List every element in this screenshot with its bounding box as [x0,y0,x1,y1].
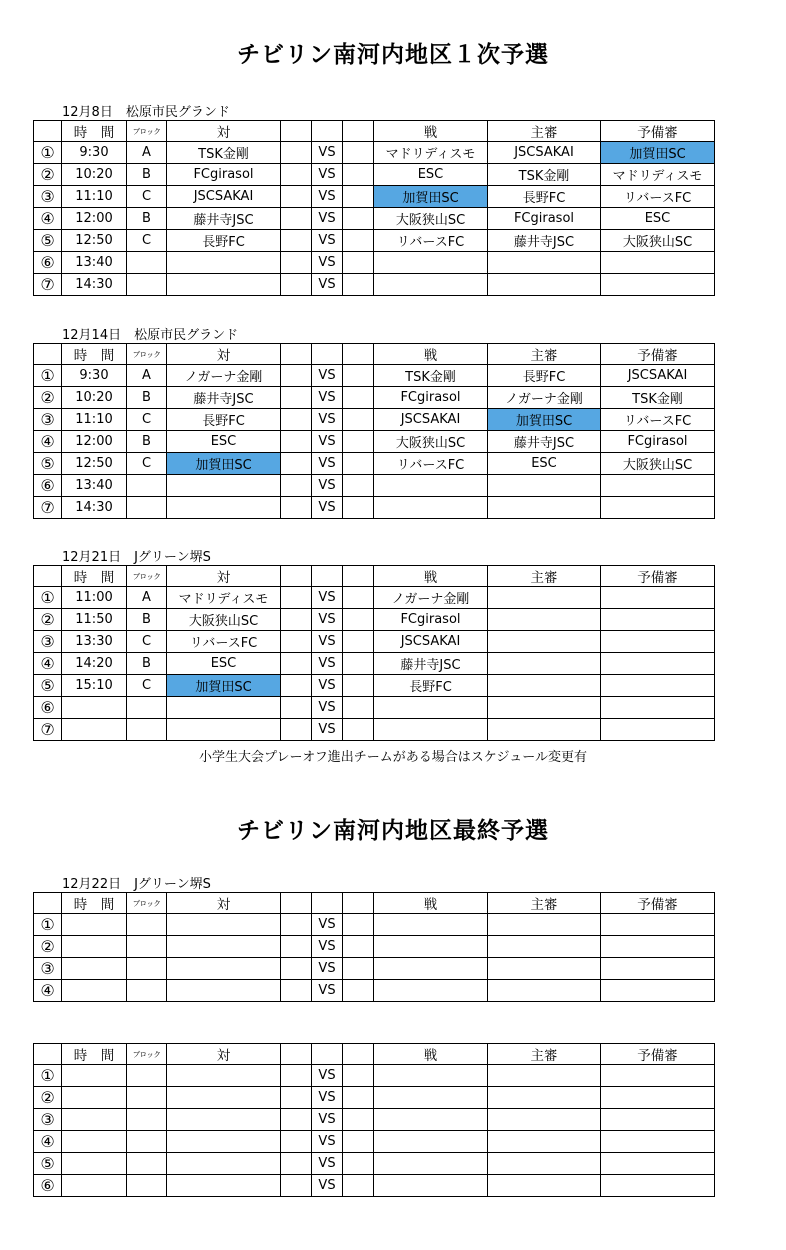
table-row [34,719,715,741]
home-team: FCgirasol [167,164,281,186]
table-row [34,631,715,653]
sub-referee: 大阪狭山SC [601,453,715,475]
sub-referee: FCgirasol [601,431,715,453]
match-time: 11:00 [62,587,127,609]
referee: ノガーナ金剛 [488,387,601,409]
header-sub-ref: 予備審 [601,344,715,365]
home-team: 藤井寺JSC [167,387,281,409]
table-row [34,164,715,186]
referee: 藤井寺JSC [488,431,601,453]
home-team: 加賀田SC [167,453,281,475]
header-vs-left: 対 [167,893,281,914]
header-vs-right: 戦 [374,1044,488,1065]
home-team: リバースFC [167,631,281,653]
home-team: ノガーナ金剛 [167,365,281,387]
table-row [34,1087,715,1109]
table-row [34,587,715,609]
match-number: ① [34,587,62,609]
home-team: 藤井寺JSC [167,208,281,230]
match-time: 14:30 [62,497,127,519]
away-team: 大阪狭山SC [374,431,488,453]
away-team: TSK金剛 [374,365,488,387]
header-sub-ref: 予備審 [601,893,715,914]
match-number: ② [34,164,62,186]
table-row [34,675,715,697]
header-block: ブロック [127,344,167,365]
match-block: B [127,609,167,631]
match-time: 11:10 [62,409,127,431]
vs-label: VS [312,1153,343,1175]
match-number: ⑤ [34,1153,62,1175]
header-vs-left: 対 [167,1044,281,1065]
header-vs-right: 戦 [374,121,488,142]
schedule-table-dec21 [33,565,715,741]
sub-referee: リバースFC [601,186,715,208]
header-ref: 主審 [488,566,601,587]
match-block: C [127,409,167,431]
vs-label: VS [312,252,343,274]
header-ref: 主審 [488,344,601,365]
title-final-round: チビリン南河内地区最終予選 [237,818,549,844]
match-time: 11:10 [62,186,127,208]
header-sub-ref: 予備審 [601,121,715,142]
vs-label: VS [312,958,343,980]
header-time: 時 間 [62,344,127,365]
schedule-change-note: 小学生大会プレーオフ進出チームがある場合はスケジュール変更有 [198,750,588,765]
home-team: マドリディスモ [167,587,281,609]
match-number: ② [34,936,62,958]
home-team: 長野FC [167,409,281,431]
home-team: JSCSAKAI [167,186,281,208]
table-row [34,274,715,296]
match-number: ④ [34,208,62,230]
vs-label: VS [312,186,343,208]
vs-label: VS [312,387,343,409]
section2-date-venue: 12月14日 松原市民グランド [62,328,239,343]
header-ref: 主審 [488,1044,601,1065]
header-sub-ref: 予備審 [601,566,715,587]
vs-label: VS [312,230,343,252]
table-row [34,230,715,252]
match-number: ④ [34,1131,62,1153]
away-team: リバースFC [374,453,488,475]
match-number: ② [34,387,62,409]
match-number: ⑥ [34,1175,62,1197]
vs-label: VS [312,475,343,497]
match-number: ③ [34,1109,62,1131]
match-time: 14:30 [62,274,127,296]
match-time: 12:00 [62,431,127,453]
match-number: ⑤ [34,230,62,252]
table-row [34,980,715,1002]
match-block: A [127,365,167,387]
schedule-table-final-blank [33,1043,715,1197]
referee: ESC [488,453,601,475]
header-ref: 主審 [488,893,601,914]
match-block: B [127,208,167,230]
table-row [34,365,715,387]
vs-label: VS [312,409,343,431]
match-number: ② [34,609,62,631]
table-row [34,609,715,631]
match-block: B [127,653,167,675]
table-row [34,142,715,164]
vs-label: VS [312,1109,343,1131]
header-block: ブロック [127,1044,167,1065]
table-row [34,1109,715,1131]
match-block: B [127,387,167,409]
match-time: 13:40 [62,475,127,497]
match-number: ⑦ [34,274,62,296]
match-time: 10:20 [62,387,127,409]
referee: 長野FC [488,365,601,387]
header-block: ブロック [127,893,167,914]
table-header-row [34,1044,715,1065]
table-row [34,958,715,980]
referee: 加賀田SC [488,409,601,431]
referee: 藤井寺JSC [488,230,601,252]
vs-label: VS [312,164,343,186]
match-block: C [127,631,167,653]
header-block: ブロック [127,121,167,142]
match-number: ① [34,365,62,387]
table-row [34,431,715,453]
away-team: 大阪狭山SC [374,208,488,230]
away-team: FCgirasol [374,387,488,409]
table-row [34,1065,715,1087]
table-row [34,1131,715,1153]
match-number: ⑦ [34,719,62,741]
vs-label: VS [312,1065,343,1087]
table-row [34,936,715,958]
table-header-row [34,893,715,914]
match-number: ④ [34,980,62,1002]
referee: JSCSAKAI [488,142,601,164]
header-ref: 主審 [488,121,601,142]
sub-referee: リバースFC [601,409,715,431]
table-row [34,497,715,519]
table-row [34,914,715,936]
match-number: ③ [34,186,62,208]
vs-label: VS [312,719,343,741]
match-number: ③ [34,631,62,653]
match-number: ⑤ [34,453,62,475]
schedule-table-dec22 [33,892,715,1002]
match-block: C [127,186,167,208]
header-sub-ref: 予備審 [601,1044,715,1065]
referee: TSK金剛 [488,164,601,186]
match-block: C [127,230,167,252]
home-team: 加賀田SC [167,675,281,697]
match-time: 10:20 [62,164,127,186]
away-team: 藤井寺JSC [374,653,488,675]
vs-label: VS [312,142,343,164]
match-number: ③ [34,958,62,980]
header-vs-left: 対 [167,344,281,365]
match-number: ⑦ [34,497,62,519]
vs-label: VS [312,653,343,675]
match-block: A [127,142,167,164]
table-row [34,453,715,475]
match-time: 14:20 [62,653,127,675]
header-time: 時 間 [62,566,127,587]
away-team: JSCSAKAI [374,631,488,653]
header-time: 時 間 [62,121,127,142]
vs-label: VS [312,1131,343,1153]
vs-label: VS [312,208,343,230]
away-team: ノガーナ金剛 [374,587,488,609]
vs-label: VS [312,936,343,958]
table-row [34,409,715,431]
away-team: リバースFC [374,230,488,252]
away-team: ESC [374,164,488,186]
match-number: ① [34,142,62,164]
match-block: B [127,431,167,453]
vs-label: VS [312,1087,343,1109]
sub-referee: 加賀田SC [601,142,715,164]
vs-label: VS [312,697,343,719]
match-time: 9:30 [62,365,127,387]
match-block: C [127,675,167,697]
away-team: FCgirasol [374,609,488,631]
home-team: ESC [167,653,281,675]
referee: FCgirasol [488,208,601,230]
home-team: ESC [167,431,281,453]
table-header-row [34,344,715,365]
vs-label: VS [312,914,343,936]
match-number: ③ [34,409,62,431]
referee: 長野FC [488,186,601,208]
match-number: ① [34,1065,62,1087]
match-block: B [127,164,167,186]
vs-label: VS [312,365,343,387]
table-row [34,1153,715,1175]
match-number: ④ [34,653,62,675]
away-team: 長野FC [374,675,488,697]
vs-label: VS [312,675,343,697]
vs-label: VS [312,497,343,519]
vs-label: VS [312,1175,343,1197]
sub-referee: マドリディスモ [601,164,715,186]
sub-referee: JSCSAKAI [601,365,715,387]
match-block: A [127,587,167,609]
match-number: ④ [34,431,62,453]
vs-label: VS [312,453,343,475]
match-time: 11:50 [62,609,127,631]
match-time: 12:50 [62,230,127,252]
sub-referee: TSK金剛 [601,387,715,409]
table-row [34,653,715,675]
table-header-row [34,121,715,142]
match-number: ⑥ [34,475,62,497]
home-team: 大阪狭山SC [167,609,281,631]
match-number: ① [34,914,62,936]
table-header-row [34,566,715,587]
table-row [34,186,715,208]
vs-label: VS [312,587,343,609]
sub-referee: ESC [601,208,715,230]
home-team: 長野FC [167,230,281,252]
table-row [34,252,715,274]
match-time: 13:40 [62,252,127,274]
vs-label: VS [312,431,343,453]
match-time: 9:30 [62,142,127,164]
table-row [34,697,715,719]
schedule-table-dec8 [33,120,715,296]
match-time: 15:10 [62,675,127,697]
section4-date-venue: 12月22日 Jグリーン堺S [62,877,211,892]
table-row [34,475,715,497]
match-number: ⑤ [34,675,62,697]
title-first-round: チビリン南河内地区１次予選 [237,42,549,68]
match-time: 13:30 [62,631,127,653]
vs-label: VS [312,631,343,653]
section3-date-venue: 12月21日 Jグリーン堺S [62,550,211,565]
away-team: JSCSAKAI [374,409,488,431]
match-number: ⑥ [34,252,62,274]
table-row [34,208,715,230]
header-time: 時 間 [62,1044,127,1065]
match-time: 12:00 [62,208,127,230]
header-vs-right: 戦 [374,344,488,365]
sub-referee: 大阪狭山SC [601,230,715,252]
match-number: ② [34,1087,62,1109]
header-vs-left: 対 [167,121,281,142]
vs-label: VS [312,609,343,631]
away-team: 加賀田SC [374,186,488,208]
header-vs-left: 対 [167,566,281,587]
vs-label: VS [312,274,343,296]
header-vs-right: 戦 [374,566,488,587]
away-team: マドリディスモ [374,142,488,164]
table-row [34,1175,715,1197]
vs-label: VS [312,980,343,1002]
header-block: ブロック [127,566,167,587]
match-block: C [127,453,167,475]
section1-date-venue: 12月8日 松原市民グランド [62,105,230,120]
table-row [34,387,715,409]
header-time: 時 間 [62,893,127,914]
schedule-table-dec14 [33,343,715,519]
match-number: ⑥ [34,697,62,719]
home-team: TSK金剛 [167,142,281,164]
match-time: 12:50 [62,453,127,475]
header-vs-right: 戦 [374,893,488,914]
